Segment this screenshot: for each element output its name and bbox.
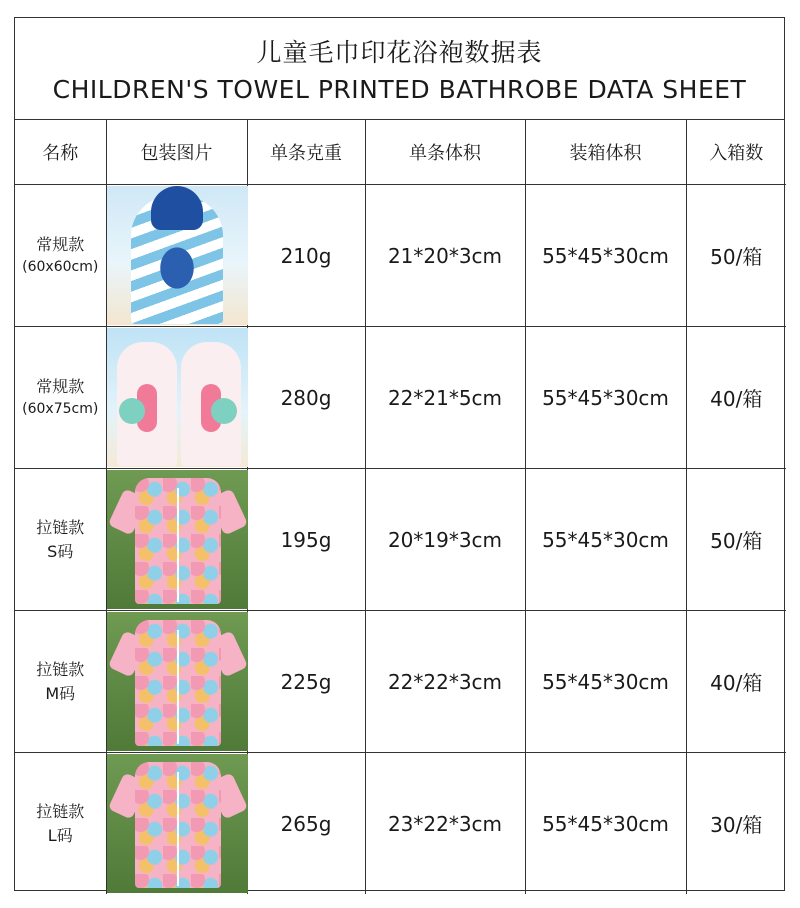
weight-cell: 280g bbox=[247, 327, 365, 469]
carton-volume-cell: 55*45*30cm bbox=[525, 469, 686, 611]
item-volume-cell: 22*22*3cm bbox=[365, 611, 525, 753]
header-item-volume: 单条体积 bbox=[365, 120, 525, 185]
item-volume-cell: 21*20*3cm bbox=[365, 185, 525, 327]
title-chinese: 儿童毛巾印花浴袍数据表 bbox=[256, 38, 543, 67]
name-cell bbox=[15, 327, 106, 469]
carton-qty-cell: 50/箱 bbox=[686, 469, 786, 611]
title-english: CHILDREN'S TOWEL PRINTED BATHROBE DATA SHEET bbox=[52, 75, 747, 104]
carton-volume-cell: 55*45*30cm bbox=[525, 753, 686, 895]
header-carton-qty: 入箱数 bbox=[686, 120, 786, 185]
hooded-turtle-towel-photo bbox=[107, 186, 248, 325]
name-line-2: L码 bbox=[47, 825, 73, 845]
item-volume-cell: 22*21*5cm bbox=[365, 327, 525, 469]
header-name: 名称 bbox=[15, 120, 106, 185]
zipper-robe-photo bbox=[107, 470, 248, 609]
name-line-2: (60x60cm) bbox=[22, 259, 99, 275]
name-line-1: 拉链款 bbox=[36, 801, 85, 821]
image-cell bbox=[106, 611, 247, 753]
table-row bbox=[15, 327, 786, 469]
image-cell bbox=[106, 753, 247, 895]
weight-cell: 225g bbox=[247, 611, 365, 753]
header-item-weight: 单条克重 bbox=[247, 120, 365, 185]
table-row bbox=[15, 611, 786, 753]
weight-cell: 210g bbox=[247, 185, 365, 327]
spec-table bbox=[15, 120, 786, 894]
carton-qty-cell: 40/箱 bbox=[686, 327, 786, 469]
carton-volume-cell: 55*45*30cm bbox=[525, 327, 686, 469]
zipper-robe-photo bbox=[107, 612, 248, 751]
image-cell bbox=[106, 185, 247, 327]
name-cell bbox=[15, 611, 106, 753]
item-volume-cell: 23*22*3cm bbox=[365, 753, 525, 895]
hooded-flamingo-towel-photo bbox=[107, 328, 248, 467]
table-row bbox=[15, 753, 786, 895]
name-cell bbox=[15, 185, 106, 327]
weight-cell: 265g bbox=[247, 753, 365, 895]
header-row bbox=[15, 120, 786, 185]
weight-cell: 195g bbox=[247, 469, 365, 611]
name-line-2: S码 bbox=[47, 541, 74, 561]
name-cell bbox=[15, 753, 106, 895]
name-line-2: M码 bbox=[45, 683, 76, 703]
header-package-image: 包装图片 bbox=[106, 120, 247, 185]
carton-qty-cell: 50/箱 bbox=[686, 185, 786, 327]
name-cell bbox=[15, 469, 106, 611]
zipper-robe-photo bbox=[107, 754, 248, 893]
name-line-2: (60x75cm) bbox=[22, 401, 99, 417]
name-line-1: 常规款 bbox=[36, 235, 85, 254]
carton-volume-cell: 55*45*30cm bbox=[525, 611, 686, 753]
carton-qty-cell: 30/箱 bbox=[686, 753, 786, 895]
name-line-1: 常规款 bbox=[36, 377, 85, 396]
data-sheet bbox=[14, 17, 785, 891]
carton-volume-cell: 55*45*30cm bbox=[525, 185, 686, 327]
title-block bbox=[15, 18, 784, 120]
header-carton-volume: 装箱体积 bbox=[525, 120, 686, 185]
image-cell bbox=[106, 469, 247, 611]
image-cell bbox=[106, 327, 247, 469]
table-row bbox=[15, 185, 786, 327]
name-line-1: 拉链款 bbox=[36, 659, 85, 679]
carton-qty-cell: 40/箱 bbox=[686, 611, 786, 753]
item-volume-cell: 20*19*3cm bbox=[365, 469, 525, 611]
table-row bbox=[15, 469, 786, 611]
name-line-1: 拉链款 bbox=[36, 517, 85, 537]
